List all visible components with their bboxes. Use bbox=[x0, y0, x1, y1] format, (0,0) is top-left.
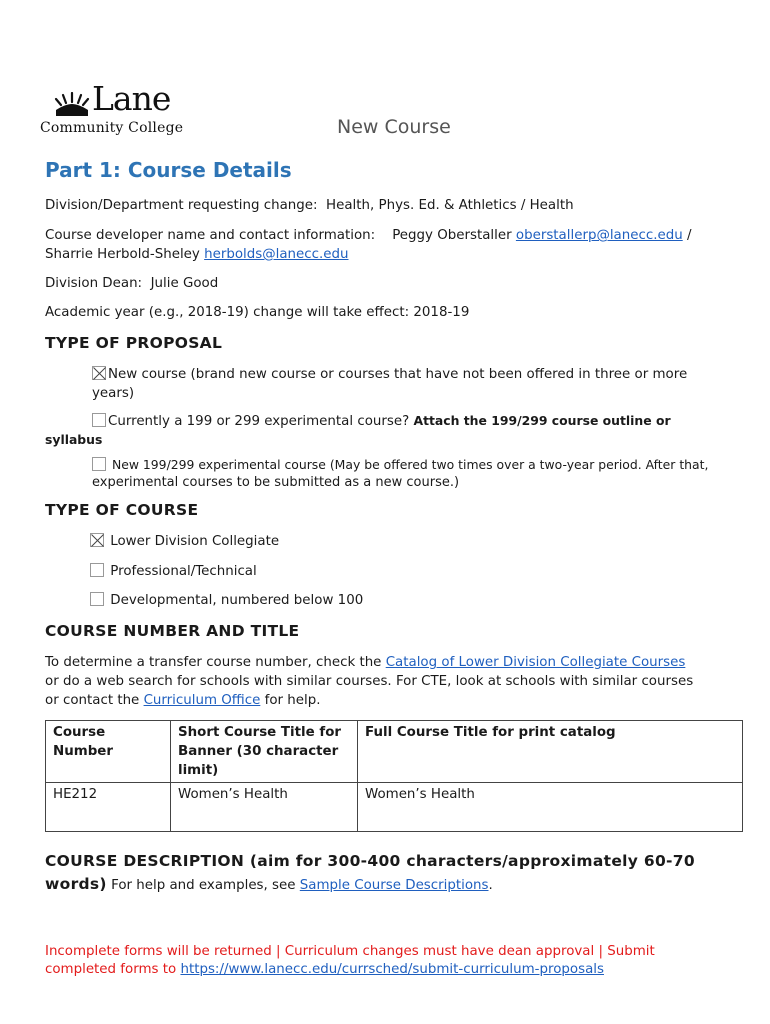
table-header-row bbox=[46, 721, 743, 783]
pt-label: Professional/Technical bbox=[110, 564, 257, 579]
description-heading: COURSE DESCRIPTION (aim for 300-400 characters/approximately 60-70 bbox=[45, 852, 695, 870]
number-title-heading: COURSE NUMBER AND TITLE bbox=[45, 622, 300, 640]
proposal-option-experimental-existing bbox=[92, 411, 671, 431]
footer-notice bbox=[45, 943, 655, 979]
logo-subtitle: Community College bbox=[40, 120, 184, 136]
new-experimental-label: New 199/299 experimental course (May be offered two times over a two-year period. After that, bbox=[111, 457, 709, 472]
course-type-option-dev bbox=[90, 591, 363, 610]
developer-separator: / bbox=[686, 228, 692, 243]
dean-line bbox=[45, 274, 218, 293]
col-course-number-header: Course Number bbox=[46, 721, 171, 783]
col-short-title-header: Short Course Title for Banner (30 character limit) bbox=[171, 721, 358, 783]
contact-text: or contact the bbox=[45, 693, 140, 708]
developer-2-name: Sharrie Herbold-Sheley bbox=[45, 247, 200, 262]
dev-checkbox[interactable] bbox=[90, 592, 104, 606]
developer-1-name: Peggy Oberstaller bbox=[392, 228, 512, 243]
curriculum-office-link[interactable]: Curriculum Office bbox=[143, 693, 261, 708]
developer-line-2 bbox=[45, 245, 349, 264]
dean-value: Julie Good bbox=[150, 276, 219, 291]
new-experimental-checkbox[interactable] bbox=[92, 457, 106, 471]
number-title-help-line1 bbox=[45, 653, 685, 672]
division-line bbox=[45, 196, 574, 215]
dean-label: Division Dean: bbox=[45, 276, 143, 291]
new-course-checkbox[interactable] bbox=[92, 366, 106, 380]
course-number-cell[interactable]: HE212 bbox=[46, 783, 171, 832]
academic-year-label: Academic year (e.g., 2018-19) change will take effect: bbox=[45, 305, 410, 320]
academic-year-line bbox=[45, 303, 469, 322]
course-type-option-ldc bbox=[90, 532, 279, 551]
footer-submit-text: completed forms to bbox=[45, 962, 177, 977]
submit-proposals-link[interactable]: https://www.lanecc.edu/currsched/submit-curriculum-proposals bbox=[180, 962, 604, 977]
proposal-option-new-course bbox=[92, 365, 687, 384]
ldc-checkbox[interactable] bbox=[90, 533, 104, 547]
course-title-table bbox=[45, 720, 743, 832]
dev-label: Developmental, numbered below 100 bbox=[110, 593, 364, 608]
description-heading-words: words) bbox=[45, 875, 107, 893]
pt-checkbox[interactable] bbox=[90, 563, 104, 577]
developer-line bbox=[45, 226, 691, 245]
description-help-text: For help and examples, see bbox=[111, 878, 296, 893]
course-type-heading: TYPE OF COURSE bbox=[45, 501, 199, 519]
experimental-existing-label: Currently a 199 or 299 experimental course? bbox=[108, 414, 410, 429]
table-row bbox=[46, 783, 743, 832]
academic-year-value: 2018-19 bbox=[413, 305, 470, 320]
division-value: Health, Phys. Ed. & Athletics / Health bbox=[326, 198, 574, 213]
proposal-option-new-experimental bbox=[92, 455, 708, 474]
proposal-option-new-experimental-cont: experimental courses to be submitted as a new course.) bbox=[92, 475, 460, 490]
short-title-cell[interactable]: Women’s Health bbox=[171, 783, 358, 832]
sunrise-logo-icon bbox=[54, 92, 90, 118]
sample-descriptions-link[interactable]: Sample Course Descriptions bbox=[299, 878, 489, 893]
division-label: Division/Department requesting change: bbox=[45, 198, 318, 213]
attach-outline-note: Attach the 199/299 course outline or bbox=[413, 413, 671, 428]
college-logo bbox=[40, 79, 190, 140]
proposal-option-new-course-cont: years) bbox=[92, 386, 135, 401]
number-title-help-text: To determine a transfer course number, check the bbox=[45, 655, 382, 670]
developer-label: Course developer name and contact information: bbox=[45, 228, 376, 243]
full-title-cell[interactable]: Women’s Health bbox=[358, 783, 743, 832]
logo-name: Lane bbox=[92, 79, 171, 118]
course-type-option-pt bbox=[90, 562, 257, 581]
new-course-label: New course (brand new course or courses that have not been offered in three or more bbox=[108, 367, 688, 382]
attach-outline-note-cont: syllabus bbox=[45, 432, 103, 447]
number-title-help-line2: or do a web search for schools with similar courses. For CTE, look at schools with similar courses bbox=[45, 674, 694, 689]
part1-heading: Part 1: Course Details bbox=[45, 158, 292, 182]
description-help-period: . bbox=[488, 878, 493, 893]
document-type-title: New Course bbox=[337, 116, 451, 138]
description-heading-cont bbox=[45, 875, 493, 895]
experimental-existing-checkbox[interactable] bbox=[92, 413, 106, 427]
col-full-title-header: Full Course Title for print catalog bbox=[358, 721, 743, 783]
number-title-help-line3 bbox=[45, 691, 320, 710]
ldc-label: Lower Division Collegiate bbox=[110, 534, 280, 549]
proposal-heading: TYPE OF PROPOSAL bbox=[45, 334, 223, 352]
footer-line1: Incomplete forms will be returned | Curriculum changes must have dean approval | Submit bbox=[45, 944, 655, 959]
ldc-catalog-link[interactable]: Catalog of Lower Division Collegiate Courses bbox=[385, 655, 686, 670]
for-help-text: for help. bbox=[264, 693, 321, 708]
footer-line2 bbox=[45, 961, 655, 979]
developer-1-email-link[interactable]: oberstallerp@lanecc.edu bbox=[515, 228, 683, 243]
developer-2-email-link[interactable]: herbolds@lanecc.edu bbox=[204, 247, 349, 262]
